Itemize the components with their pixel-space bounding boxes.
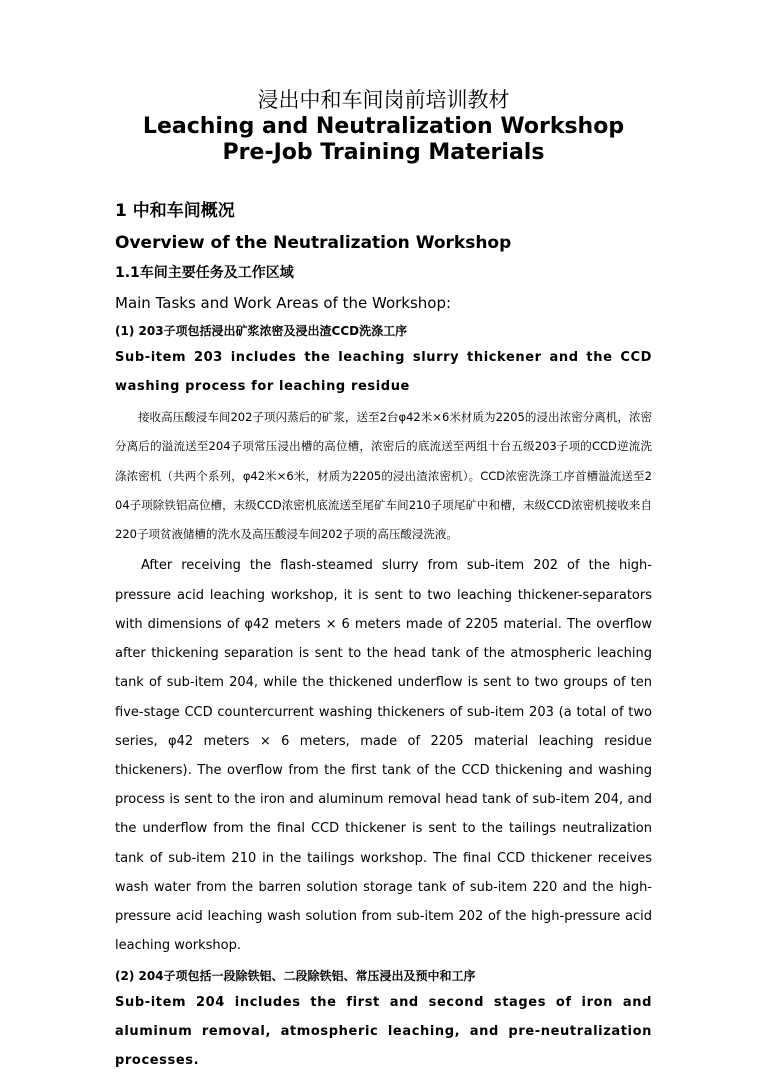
item1-paragraph-chinese: 接收高压酸浸车间202子项闪蒸后的矿浆，送至2台φ42米×6米材质为2205的浸出浓密分离机，浓密分离后的溢流送至204子项常压浸出槽的高位槽，浓密后的底流送至两组十台五级203子项的CCD逆流洗涤浓密机（共两个系列，φ42米×6米，材质为2205的浸出渣浓密机）。CCD浓密洗涤工序首槽溢流送至204子项除铁铝高位槽，末级CCD浓密机底流送至尾矿车间210子项尾矿中和槽，末级CCD浓密机接收来自220子项贫液储槽的洗水及高压酸浸车间202子项的高压酸浸洗液。 bbox=[115, 410, 652, 542]
item1-paragraph-english: After receiving the flash-steamed slurry from sub-item 202 of the high-pressure acid leaching workshop, it is sent to two leaching thickener-separators with dimensions of φ42 meters × 6 meters made of 2205 material. The overflow after thickening separation is sent to the head tank of the atmospheric leaching tank of sub-item 204, while the thickened underflow is sent to two groups of ten five-stage CCD countercurrent washing thickeners of sub-item 203 (a total of two series, φ42 meters × 6 meters, made of 2205 material leaching residue thickeners). The overflow from the first tank of the CCD thickening and washing process is sent to the iron and aluminum removal head tank of sub-item 204, and the underflow from the final CCD thickener is sent to the tailings neutralization tank of sub-item 210 in the tailings workshop. The final CCD thickener receives wash water from the barren solution storage tank of sub-item 220 and the high-pressure acid leaching wash solution from sub-item 202 of the high-pressure acid leaching workshop. bbox=[115, 558, 652, 954]
section-heading-english: Overview of the Neutralization Workshop bbox=[115, 233, 512, 253]
subsection-heading-english: Main Tasks and Work Areas of the Workshop: bbox=[115, 294, 452, 312]
document-title-english-line2: Pre-Job Training Materials bbox=[222, 140, 545, 165]
document-title-english-line1: Leaching and Neutralization Workshop bbox=[142, 114, 625, 139]
item2-heading-english: Sub-item 204 includes the first and second stages of iron and aluminum removal, atmospheric leaching, and pre-neutralization processes. bbox=[115, 995, 652, 1069]
section-heading-chinese: 1 中和车间概况 bbox=[115, 201, 235, 221]
document-title-chinese: 浸出中和车间岗前培训教材 bbox=[257, 88, 510, 112]
item1-heading-chinese: (1) 203子项包括浸出矿浆浓密及浸出渣CCD洗涤工序 bbox=[115, 324, 408, 338]
document-title-english bbox=[115, 114, 652, 166]
subsection-heading-chinese: 1.1车间主要任务及工作区域 bbox=[115, 265, 294, 281]
item2-heading-chinese: (2) 204子项包括一段除铁铝、二段除铁铝、常压浸出及预中和工序 bbox=[115, 969, 476, 984]
document-page bbox=[115, 86, 652, 1075]
item1-heading-english: Sub-item 203 includes the leaching slurry thickener and the CCD washing process for leaching residue bbox=[115, 350, 652, 394]
